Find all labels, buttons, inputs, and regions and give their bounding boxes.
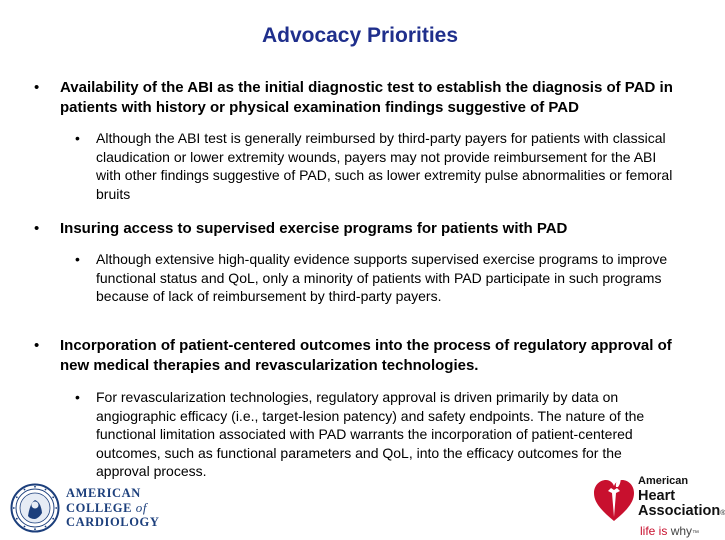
acc-logo xyxy=(10,483,170,533)
bullet-patient-outcomes: • Incorporation of patient-centered outcomes into the process of regulatory approval of new medical therapies and revascularization technologies. xyxy=(60,336,680,376)
aha-tagline: life is why™ xyxy=(640,524,700,538)
acc-seal-icon xyxy=(10,483,60,533)
acc-wordmark xyxy=(66,486,160,530)
sub-bullet-exercise-evidence: • Although extensive high-quality evidence supports supervised exercise programs to improve functional status and QoL, only a minority of patients with PAD participate in such programs because of lack of reimbursement by third-party payers. xyxy=(96,250,676,306)
acc-line-american: AMERICAN xyxy=(66,486,141,500)
aha-line-association: Association® xyxy=(638,503,725,519)
sub-bullet-abi-reimbursement: • Although the ABI test is generally reimbursed by third-party payers for patients with classical claudication or lower extremity wounds, payers may not provide reimbursement for the ABI with other findings suggestive of PAD, such as lower extremity pulse abnormalities or femoral bruits xyxy=(96,129,676,203)
aha-line-heart: Heart xyxy=(638,488,676,504)
acc-line-cardiology: CARDIOLOGY xyxy=(66,515,160,529)
sub-bullet-revascularization: • For revascularization technologies, regulatory approval is driven primarily by data on angiographic efficacy (i.e., target-lesion patency) and safety endpoints. The nature of the functional limitation associated with PAD warrants the incorporation of patient-centered outcomes, such as functional parameters and QoL, into the efficacy outcomes for the approval process. xyxy=(96,388,676,481)
bullet-exercise-access: • Insuring access to supervised exercise programs for patients with PAD xyxy=(60,219,680,239)
slide-title: Advocacy Priorities xyxy=(261,24,459,47)
aha-logo xyxy=(592,470,725,540)
aha-wordmark xyxy=(638,474,725,521)
aha-heart-torch-icon xyxy=(592,473,636,525)
bullet-abi-availability: • Availability of the ABI as the initial diagnostic test to establish the diagnosis of PAD in patients with history or physical examination findings suggestive of PAD xyxy=(60,78,680,118)
acc-line-college: COLLEGE of xyxy=(66,499,148,515)
aha-line-american: American xyxy=(638,475,689,487)
